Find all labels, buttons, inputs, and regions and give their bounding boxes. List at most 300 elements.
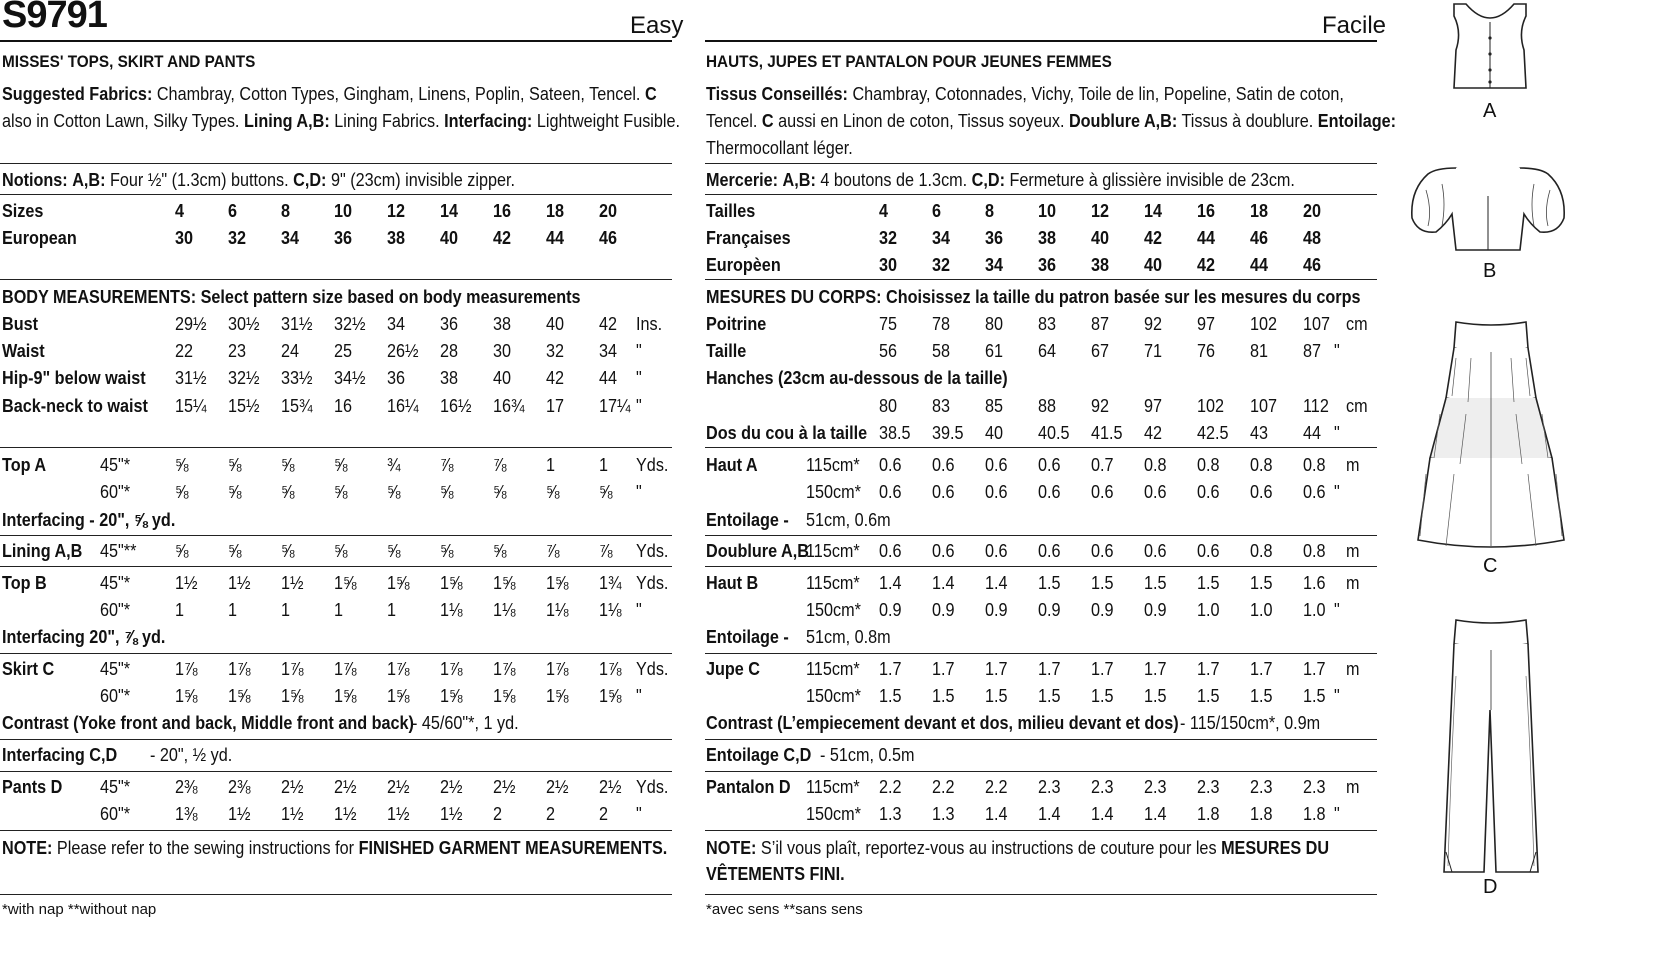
unit-cell: Yds. (636, 777, 669, 797)
value-cell: 1.5 (1144, 573, 1167, 593)
row-label: Europèen (706, 255, 781, 275)
width-cell: 115cm* (806, 777, 860, 797)
value-cell: 1⅝ (546, 686, 569, 706)
value-cell: 56 (879, 341, 898, 361)
row-label: Back-neck to waist (2, 396, 148, 416)
fabrics-line-1: Suggested Fabrics: Chambray, Cotton Types, Gingham, Linens, Poplin, Sateen, Tencel. C (2, 84, 657, 104)
value-cell: 2½ (281, 777, 304, 797)
value-cell: 31½ (175, 368, 207, 388)
width-cell: 115cm* (806, 573, 860, 593)
value-cell: 1½ (281, 804, 304, 824)
value-cell: 2.2 (985, 777, 1008, 797)
value-cell: 44 (1250, 255, 1269, 275)
value-cell: 87 (1303, 341, 1322, 361)
value-cell: 0.9 (985, 600, 1008, 620)
value-cell: 30 (879, 255, 898, 275)
value-cell: ⅞ (599, 541, 613, 561)
value-cell: 34½ (334, 368, 366, 388)
value-cell: ⅝ (228, 455, 242, 475)
value-cell: ⅞ (493, 455, 507, 475)
value-cell: 0.6 (1091, 482, 1114, 502)
interfacing-value: - 20", ½ yd. (150, 745, 233, 765)
value-cell: 92 (1144, 314, 1163, 334)
value-cell: ⅝ (281, 482, 295, 502)
value-cell: 1.4 (1144, 804, 1167, 824)
value-cell: 112 (1303, 396, 1329, 416)
value-cell: 1.0 (1250, 600, 1273, 620)
interfacing-label: Interfacing C,D (2, 745, 118, 765)
value-cell: 0.8 (1250, 455, 1273, 475)
value-cell: 0.8 (1303, 541, 1326, 561)
value-cell: 80 (985, 314, 1004, 334)
value-cell: 34 (985, 255, 1004, 275)
interfacing-line: Interfacing 20", ⅞ yd. (2, 627, 166, 647)
value-cell: 1⅛ (546, 600, 569, 620)
value-cell: 1.7 (879, 659, 902, 679)
row-label: Sizes (2, 201, 44, 221)
unit-cell: Ins. (636, 314, 663, 334)
value-cell: 1⅜ (175, 804, 198, 824)
value-cell: 42.5 (1197, 423, 1229, 443)
value-cell: 1⅛ (493, 600, 516, 620)
value-cell: ⅝ (387, 541, 401, 561)
value-cell: 87 (1091, 314, 1110, 334)
value-cell: 1⅝ (599, 686, 622, 706)
value-cell: 2½ (599, 777, 622, 797)
row-label: Pants D (2, 777, 63, 797)
value-cell: 34 (387, 314, 406, 334)
pattern-title: MISSES' TOPS, SKIRT AND PANTS (2, 52, 256, 71)
value-cell: 1⅛ (599, 600, 622, 620)
contrast-value: - 45/60"*, 1 yd. (412, 713, 519, 733)
value-cell: 23 (228, 341, 247, 361)
divider (0, 894, 672, 895)
value-cell: 1.7 (1303, 659, 1326, 679)
width-cell: 45"** (100, 541, 137, 561)
value-cell: 44 (599, 368, 618, 388)
section-title: BODY MEASUREMENTS: Select pattern size based on body measurements (2, 287, 581, 307)
value-cell: 83 (1038, 314, 1057, 334)
view-b-label: B (1483, 260, 1497, 282)
notions-line-fr: Mercerie: A,B: 4 boutons de 1.3cm. C,D: Fermeture à glissière invisible de 23cm. (706, 170, 1295, 190)
value-cell: 24 (281, 341, 300, 361)
unit-cell: m (1346, 659, 1360, 679)
value-cell: 1½ (334, 804, 357, 824)
value-cell: 0.6 (932, 455, 955, 475)
fabrics-line-3-fr: Thermocollant léger. (706, 138, 853, 158)
value-cell: 38.5 (879, 423, 911, 443)
value-cell: 1.3 (932, 804, 955, 824)
value-cell: 16 (334, 396, 353, 416)
value-cell: 2⅜ (228, 777, 251, 797)
value-cell: 40 (1091, 228, 1110, 248)
value-cell: 1.5 (1038, 573, 1061, 593)
width-cell: 150cm* (806, 686, 861, 706)
value-cell: 15¾ (281, 396, 313, 416)
value-cell: 1.7 (1197, 659, 1220, 679)
value-cell: 88 (1038, 396, 1057, 416)
value-cell: 17¼ (599, 396, 631, 416)
value-cell: 44 (546, 228, 565, 248)
divider (705, 279, 1377, 280)
value-cell: 1⅞ (599, 659, 622, 679)
value-cell: 2½ (493, 777, 516, 797)
value-cell: 1⅝ (228, 686, 251, 706)
footnote-fr: *avec sens **sans sens (706, 901, 863, 918)
view-a-top-drawing (1440, 2, 1540, 98)
value-cell: ⅝ (546, 482, 560, 502)
value-cell: 18 (1250, 201, 1269, 221)
value-cell: 1½ (228, 804, 251, 824)
unit-cell: m (1346, 455, 1360, 475)
width-cell: 45"* (100, 573, 131, 593)
value-cell: 2 (546, 804, 556, 824)
width-cell: 150cm* (806, 482, 861, 502)
value-cell: 107 (1250, 396, 1278, 416)
section-title: MESURES DU CORPS: Choisissez la taille du patron basée sur les mesures du corps (706, 287, 1361, 307)
value-cell: 1½ (228, 573, 251, 593)
view-d-pants-drawing (1426, 616, 1556, 878)
value-cell: 2½ (387, 777, 410, 797)
row-label: Dos du cou à la taille (706, 423, 868, 443)
unit-cell: " (1334, 804, 1340, 824)
value-cell: 1 (175, 600, 185, 620)
width-cell: 115cm* (806, 455, 860, 475)
value-cell: 16 (493, 201, 512, 221)
divider (705, 566, 1377, 567)
value-cell: 0.6 (985, 541, 1008, 561)
value-cell: 1⅝ (334, 686, 357, 706)
view-b-top-drawing (1406, 160, 1570, 260)
value-cell: 36 (440, 314, 459, 334)
value-cell: 1⅝ (387, 686, 410, 706)
value-cell: 1⅞ (281, 659, 304, 679)
divider (705, 771, 1377, 772)
value-cell: ¾ (387, 455, 401, 475)
value-cell: 30 (175, 228, 194, 248)
value-cell: 75 (879, 314, 898, 334)
width-cell: 115cm* (806, 541, 860, 561)
value-cell: 1⅝ (334, 573, 357, 593)
value-cell: 42 (546, 368, 565, 388)
value-cell: 36 (1038, 255, 1057, 275)
value-cell: 39.5 (932, 423, 964, 443)
value-cell: 1⅛ (440, 600, 463, 620)
value-cell: 42 (1197, 255, 1216, 275)
value-cell: 30½ (228, 314, 260, 334)
value-cell: 1½ (281, 573, 304, 593)
value-cell: 2.2 (879, 777, 902, 797)
row-label: European (2, 228, 77, 248)
interfacing-value: 51cm, 0.8m (806, 627, 891, 647)
value-cell: 42 (1144, 423, 1163, 443)
unit-cell: m (1346, 573, 1360, 593)
value-cell: ⅝ (175, 455, 189, 475)
unit-cell: " (636, 804, 642, 824)
value-cell: 0.8 (1197, 455, 1220, 475)
divider (0, 566, 672, 567)
value-cell: 16¼ (387, 396, 419, 416)
value-cell: 2½ (546, 777, 569, 797)
value-cell: 1⅞ (493, 659, 516, 679)
value-cell: 102 (1250, 314, 1278, 334)
width-cell: 60"* (100, 804, 131, 824)
value-cell: 1.7 (932, 659, 955, 679)
value-cell: 1.4 (1038, 804, 1061, 824)
row-label: Poitrine (706, 314, 767, 334)
value-cell: 40 (1144, 255, 1163, 275)
value-cell: 1½ (440, 804, 463, 824)
value-cell: 81 (1250, 341, 1269, 361)
value-cell: 1⅞ (546, 659, 569, 679)
unit-cell: " (1334, 686, 1340, 706)
unit-cell: " (636, 686, 642, 706)
value-cell: 6 (932, 201, 942, 221)
value-cell: 2.3 (1144, 777, 1167, 797)
value-cell: 97 (1197, 314, 1216, 334)
value-cell: 22 (175, 341, 194, 361)
value-cell: 1.4 (879, 573, 902, 593)
value-cell: 25 (334, 341, 353, 361)
value-cell: 15½ (228, 396, 260, 416)
interfacing-label: Entoilage C,D (706, 745, 812, 765)
value-cell: 36 (334, 228, 353, 248)
contrast-label: Contrast (Yoke front and back, Middle front and back) (2, 713, 414, 733)
value-cell: 8 (281, 201, 291, 221)
value-cell: ⅝ (228, 541, 242, 561)
value-cell: 12 (1091, 201, 1110, 221)
width-cell: 45"* (100, 455, 131, 475)
row-label: Haut A (706, 455, 758, 475)
divider (0, 535, 672, 536)
view-c-label: C (1483, 555, 1498, 577)
value-cell: 0.6 (1038, 541, 1061, 561)
divider (705, 535, 1377, 536)
value-cell: 0.6 (879, 482, 902, 502)
value-cell: 12 (387, 201, 406, 221)
difficulty-label-fr: Facile (1322, 12, 1387, 39)
value-cell: 1.7 (1038, 659, 1061, 679)
unit-cell: " (636, 341, 642, 361)
pattern-title-fr: HAUTS, JUPES ET PANTALON POUR JEUNES FEMMES (706, 52, 1112, 71)
value-cell: 1.7 (1250, 659, 1273, 679)
value-cell: 2.3 (1250, 777, 1273, 797)
value-cell: 0.9 (932, 600, 955, 620)
value-cell: 36 (985, 228, 1004, 248)
divider (0, 830, 672, 831)
value-cell: 1⅝ (440, 686, 463, 706)
value-cell: 2½ (334, 777, 357, 797)
value-cell: 1.5 (1250, 686, 1273, 706)
value-cell: 1.7 (985, 659, 1008, 679)
unit-cell: m (1346, 777, 1360, 797)
value-cell: ⅝ (281, 455, 295, 475)
value-cell: 1.5 (1091, 686, 1114, 706)
unit-cell: m (1346, 541, 1360, 561)
divider (705, 653, 1377, 654)
value-cell: 61 (985, 341, 1004, 361)
value-cell: 0.7 (1091, 455, 1114, 475)
value-cell: 41.5 (1091, 423, 1123, 443)
row-label: Waist (2, 341, 45, 361)
divider (705, 447, 1377, 448)
value-cell: 1.4 (985, 573, 1008, 593)
value-cell: 20 (1303, 201, 1322, 221)
value-cell: 40 (985, 423, 1004, 443)
view-c-skirt-drawing (1416, 318, 1566, 554)
value-cell: 40 (493, 368, 512, 388)
value-cell: 2.3 (1197, 777, 1220, 797)
divider (705, 830, 1377, 831)
contrast-label: Contrast (L’empiecement devant et dos, milieu devant et dos) (706, 713, 1179, 733)
value-cell: 16¾ (493, 396, 525, 416)
row-label: Bust (2, 314, 38, 334)
divider (0, 194, 672, 195)
value-cell: ⅞ (546, 541, 560, 561)
value-cell: 1¾ (599, 573, 622, 593)
width-cell: 60"* (100, 482, 131, 502)
difficulty-label: Easy (630, 12, 684, 39)
value-cell: 0.8 (1250, 541, 1273, 561)
divider (0, 447, 672, 448)
fabrics-line-2-fr: Tencel. C aussi en Linon de coton, Tissus soyeux. Doublure A,B: Tissus à doublure. Entoilage: (706, 111, 1397, 131)
width-cell: 150cm* (806, 600, 861, 620)
value-cell: 1.4 (985, 804, 1008, 824)
value-cell: 78 (932, 314, 951, 334)
value-cell: 26½ (387, 341, 419, 361)
divider (705, 194, 1377, 195)
unit-cell: Yds. (636, 573, 669, 593)
value-cell: 32½ (228, 368, 260, 388)
row-label: Jupe C (706, 659, 761, 679)
notions-line: Notions: A,B: Four ½" (1.3cm) buttons. C,D: 9" (23cm) invisible zipper. (2, 170, 515, 190)
width-cell: 60"* (100, 686, 131, 706)
value-cell: 38 (1038, 228, 1057, 248)
value-cell: 76 (1197, 341, 1216, 361)
value-cell: ⅝ (175, 541, 189, 561)
value-cell: 16 (1197, 201, 1216, 221)
note-line-fr: NOTE: S’il vous plaît, reportez-vous au instructions de couture pour les MESURES DU (706, 838, 1330, 858)
value-cell: 1.5 (1038, 686, 1061, 706)
value-cell: ⅝ (493, 541, 507, 561)
fabrics-line-2: also in Cotton Lawn, Silky Types. Lining A,B: Lining Fabrics. Interfacing: Lightweight Fusible. (2, 111, 681, 131)
row-label: Top A (2, 455, 47, 475)
value-cell: ⅝ (334, 541, 348, 561)
value-cell: 0.6 (1197, 541, 1220, 561)
value-cell: 1.8 (1303, 804, 1326, 824)
value-cell: 29½ (175, 314, 207, 334)
value-cell: 1.5 (1197, 573, 1220, 593)
value-cell: 1.5 (985, 686, 1008, 706)
note-line-2-fr: VÊTEMENTS FINI. (706, 864, 845, 884)
footnote: *with nap **without nap (2, 901, 157, 918)
value-cell: 0.9 (1091, 600, 1114, 620)
value-cell: 16½ (440, 396, 472, 416)
row-label: Hip-9" below waist (2, 368, 146, 388)
value-cell: 1.0 (1303, 600, 1326, 620)
value-cell: 8 (985, 201, 995, 221)
value-cell: 40 (440, 228, 459, 248)
unit-cell: " (636, 368, 642, 388)
value-cell: 1.6 (1303, 573, 1326, 593)
row-label: Top B (2, 573, 47, 593)
value-cell: 20 (599, 201, 618, 221)
value-cell: 0.6 (1038, 455, 1061, 475)
value-cell: 28 (440, 341, 459, 361)
width-cell: 115cm* (806, 659, 860, 679)
value-cell: 36 (387, 368, 406, 388)
divider (705, 894, 1377, 895)
value-cell: 1.5 (932, 686, 955, 706)
value-cell: 42 (493, 228, 512, 248)
value-cell: 71 (1144, 341, 1163, 361)
value-cell: 2.3 (1038, 777, 1061, 797)
unit-cell: " (636, 482, 642, 502)
unit-cell: " (636, 396, 642, 416)
value-cell: ⅝ (175, 482, 189, 502)
width-cell: 150cm* (806, 804, 861, 824)
value-cell: 58 (932, 341, 951, 361)
width-cell: 60"* (100, 600, 131, 620)
width-cell: 45"* (100, 659, 131, 679)
row-label: Skirt C (2, 659, 55, 679)
value-cell: 30 (493, 341, 512, 361)
value-cell: 1.7 (1144, 659, 1167, 679)
value-cell: 1 (281, 600, 291, 620)
value-cell: 32½ (334, 314, 366, 334)
value-cell: 1½ (387, 804, 410, 824)
unit-cell: cm (1346, 314, 1368, 334)
value-cell: 2⅜ (175, 777, 198, 797)
value-cell: 2.3 (1303, 777, 1326, 797)
value-cell: ⅝ (440, 482, 454, 502)
value-cell: 85 (985, 396, 1004, 416)
value-cell: 1.5 (1091, 573, 1114, 593)
row-label: Doublure A,B (706, 541, 809, 561)
value-cell: 31½ (281, 314, 313, 334)
value-cell: 102 (1197, 396, 1225, 416)
value-cell: 0.6 (1091, 541, 1114, 561)
value-cell: 0.6 (985, 455, 1008, 475)
value-cell: 2 (599, 804, 609, 824)
value-cell: ⅝ (493, 482, 507, 502)
value-cell: 40.5 (1038, 423, 1070, 443)
value-cell: 44 (1303, 423, 1322, 443)
value-cell: 1.0 (1197, 600, 1220, 620)
value-cell: 14 (1144, 201, 1163, 221)
value-cell: 1.5 (1144, 686, 1167, 706)
value-cell: 2 (493, 804, 503, 824)
value-cell: 1⅝ (281, 686, 304, 706)
value-cell: ⅝ (387, 482, 401, 502)
divider (705, 163, 1377, 164)
value-cell: 0.9 (1144, 600, 1167, 620)
unit-cell: " (1334, 341, 1340, 361)
value-cell: 1⅝ (440, 573, 463, 593)
value-cell: 1.7 (1091, 659, 1114, 679)
value-cell: 42 (1144, 228, 1163, 248)
value-cell: 1⅝ (387, 573, 410, 593)
value-cell: 34 (599, 341, 618, 361)
divider (705, 40, 1377, 42)
value-cell: ⅝ (228, 482, 242, 502)
value-cell: 44 (1197, 228, 1216, 248)
value-cell: 4 (175, 201, 185, 221)
value-cell: 1⅞ (387, 659, 410, 679)
value-cell: 1.8 (1197, 804, 1220, 824)
view-d-label: D (1483, 876, 1498, 898)
value-cell: 0.6 (1144, 482, 1167, 502)
